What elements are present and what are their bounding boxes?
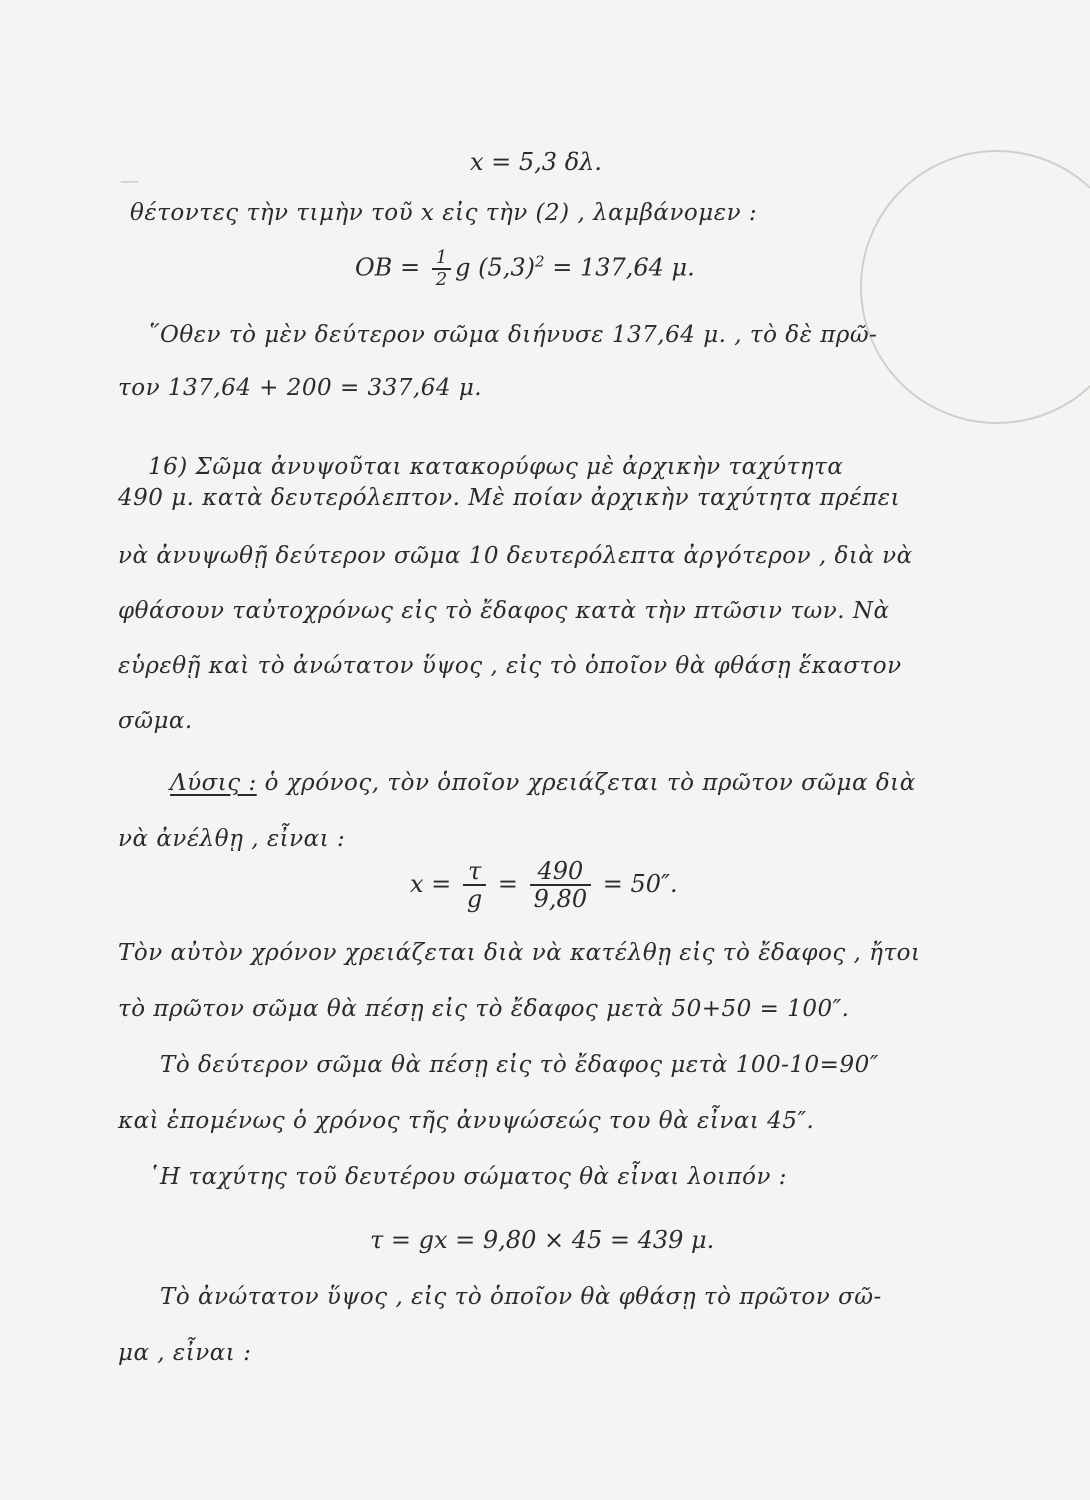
equation-part: g (5,3): [455, 253, 536, 282]
equation-part: = 137,64 μ.: [544, 253, 695, 282]
solution-line: [170, 770, 916, 796]
problem-16-line: φθάσουν ταὐτοχρόνως εἰς τὸ ἔδαφος κατὰ τὴν πτῶσιν των. Νὰ: [118, 598, 890, 624]
text-line: καὶ ἑπομένως ὁ χρόνος τῆς ἀνυψώσεώς του θὰ εἶναι 45″.: [118, 1108, 815, 1134]
fraction-denominator: g: [466, 885, 483, 914]
text-line: μα , εἶναι :: [118, 1340, 252, 1366]
text-line: ῞Οθεν τὸ μὲν δεύτερον σῶμα διήνυσε 137,64 μ. , τὸ δὲ πρῶ-: [148, 322, 878, 348]
text-line: Τὸν αὐτὸν χρόνον χρειάζεται διὰ νὰ κατέλθῃ εἰς τὸ ἔδαφος , ἤτοι: [118, 940, 921, 966]
problem-16-line: εὑρεθῇ καὶ τὸ ἀνώτατον ὕψος , εἰς τὸ ὁποῖον θὰ φθάσῃ ἕκαστον: [118, 653, 902, 679]
fraction-numerator: 1: [432, 248, 451, 270]
equation-part: =: [490, 869, 526, 898]
text-line: Τὸ ἀνώτατον ὕψος , εἰς τὸ ὁποῖον θὰ φθάσῃ τὸ πρῶτον σῶ-: [160, 1284, 882, 1310]
bleed-through-text: —: [120, 170, 139, 192]
fraction-numerator: 490: [530, 858, 591, 886]
fraction-denominator: 9,80: [533, 885, 588, 914]
bleed-through-stamp: [860, 150, 1090, 424]
fraction-numerator: τ: [463, 858, 486, 886]
text-line: νὰ ἀνέλθῃ , εἶναι :: [118, 826, 346, 852]
equation-part: = 50″.: [595, 869, 678, 898]
equation-ob: [355, 248, 695, 290]
equation-velocity: τ = gx = 9,80 × 45 = 439 μ.: [370, 1226, 715, 1254]
text-line: Τὸ δεύτερον σῶμα θὰ πέσῃ εἰς τὸ ἔδαφος μετὰ 100-10=90″: [160, 1052, 879, 1078]
equation-part: x =: [410, 869, 459, 898]
problem-16-line: νὰ ἀνυψωθῇ δεύτερον σῶμα 10 δευτερόλεπτα ἀργότερον , διὰ νὰ: [118, 543, 913, 569]
problem-16-line: 16) Σῶμα ἀνυψοῦται κατακορύφως μὲ ἀρχικὴν ταχύτητα: [148, 454, 844, 480]
text-line: τον 137,64 + 200 = 337,64 μ.: [118, 375, 483, 401]
problem-16-line: σῶμα.: [118, 708, 193, 734]
fraction-denominator: 2: [435, 268, 448, 290]
fraction: [530, 858, 591, 913]
text-line: θέτοντες τὴν τιμὴν τοῦ x εἰς τὴν (2) , λαμβάνομεν :: [130, 200, 758, 226]
text-line: τὸ πρῶτον σῶμα θὰ πέσῃ εἰς τὸ ἔδαφος μετὰ 50+50 = 100″.: [118, 996, 850, 1022]
solution-heading: Λύσις :: [170, 770, 257, 796]
equation-time: [410, 858, 678, 913]
equation-x-value: x = 5,3 δλ.: [470, 148, 602, 176]
exponent: 2: [535, 252, 545, 271]
solution-text: ὁ χρόνος, τὸν ὁποῖον χρειάζεται τὸ πρῶτον σῶμα διὰ: [256, 770, 916, 796]
equation-part: ΟΒ =: [355, 253, 428, 282]
fraction: [463, 858, 486, 913]
fraction: [432, 248, 451, 290]
problem-16-line: 490 μ. κατὰ δευτερόλεπτον. Μὲ ποίαν ἀρχικὴν ταχύτητα πρέπει: [118, 485, 901, 511]
text-line: ῾Η ταχύτης τοῦ δευτέρου σώματος θὰ εἶναι λοιπόν :: [148, 1164, 788, 1190]
